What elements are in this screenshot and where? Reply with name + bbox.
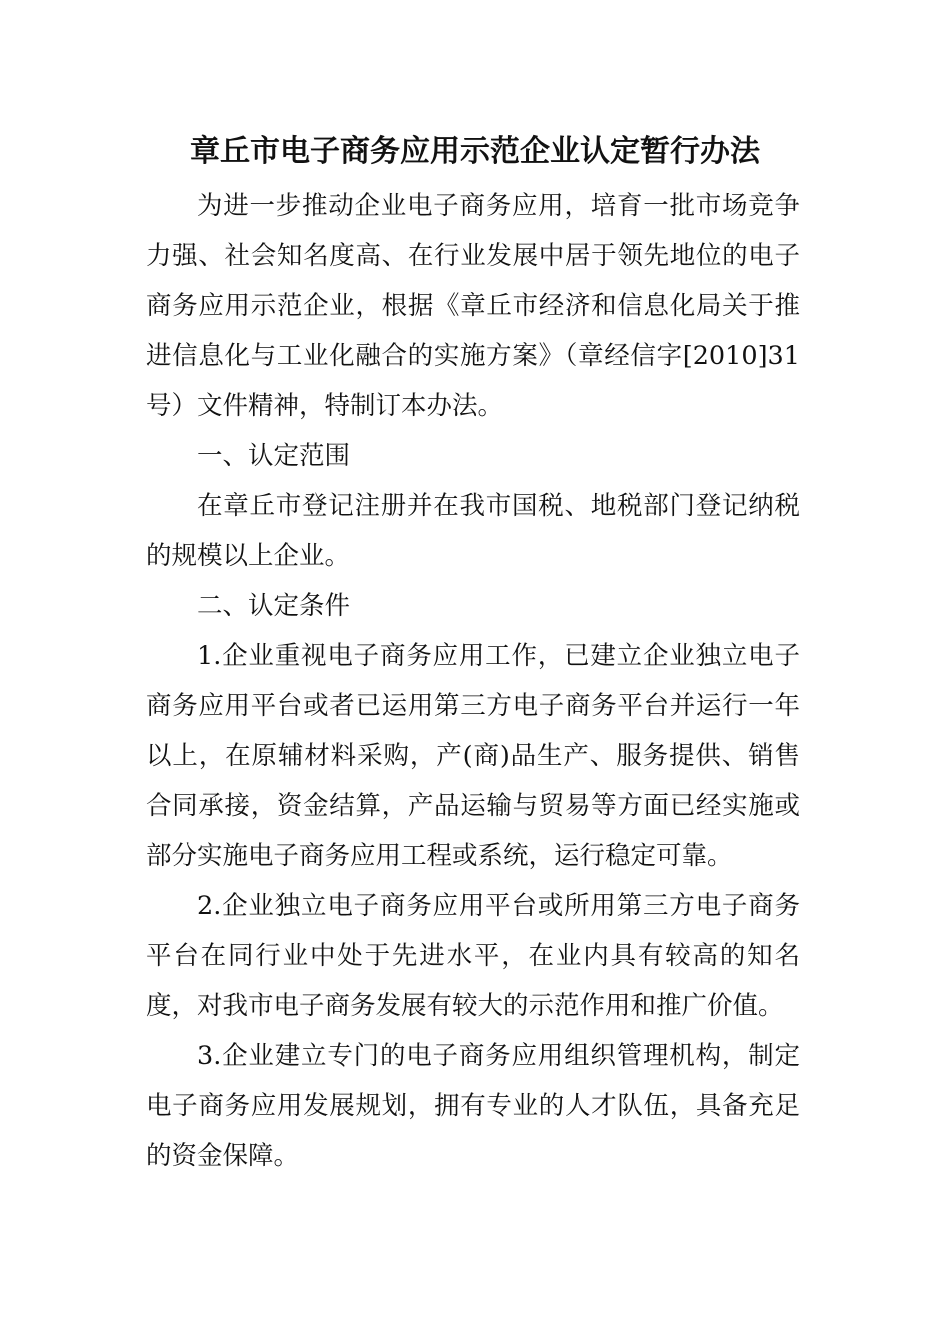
- intro-paragraph: 为进一步推动企业电子商务应用，培育一批市场竞争力强、社会知名度高、在行业发展中居于领先地位的电子商务应用示范企业，根据《章丘市经济和信息化局关于推进信息化与工业化融合的实施方案》（章经信字[2010]31号）文件精神，特制订本办法。: [146, 191, 800, 421]
- section-heading-scope: 一、认定范围: [197, 441, 351, 471]
- condition-item-2: 2.企业独立电子商务应用平台或所用第三方电子商务平台在同行业中处于先进水平，在业内具有较高的知名度，对我市电子商务发展有较大的示范作用和推广价值。: [146, 891, 800, 1021]
- section-heading-conditions: 二、认定条件: [197, 591, 351, 621]
- document-body: [146, 181, 800, 1181]
- condition-item-3: 3.企业建立专门的电子商务应用组织管理机构，制定电子商务应用发展规划，拥有专业的人才队伍，具备充足的资金保障。: [146, 1041, 800, 1171]
- condition-item-1: 1.企业重视电子商务应用工作，已建立企业独立电子商务应用平台或者已运用第三方电子商务平台并运行一年以上，在原辅材料采购，产(商)品生产、服务提供、销售合同承接，资金结算，产品运输与贸易等方面已经实施或部分实施电子商务应用工程或系统，运行稳定可靠。: [146, 641, 800, 871]
- scope-paragraph: 在章丘市登记注册并在我市国税、地税部门登记纳税的规模以上企业。: [146, 491, 800, 571]
- document-title: 章丘市电子商务应用示范企业认定暂行办法: [190, 134, 760, 169]
